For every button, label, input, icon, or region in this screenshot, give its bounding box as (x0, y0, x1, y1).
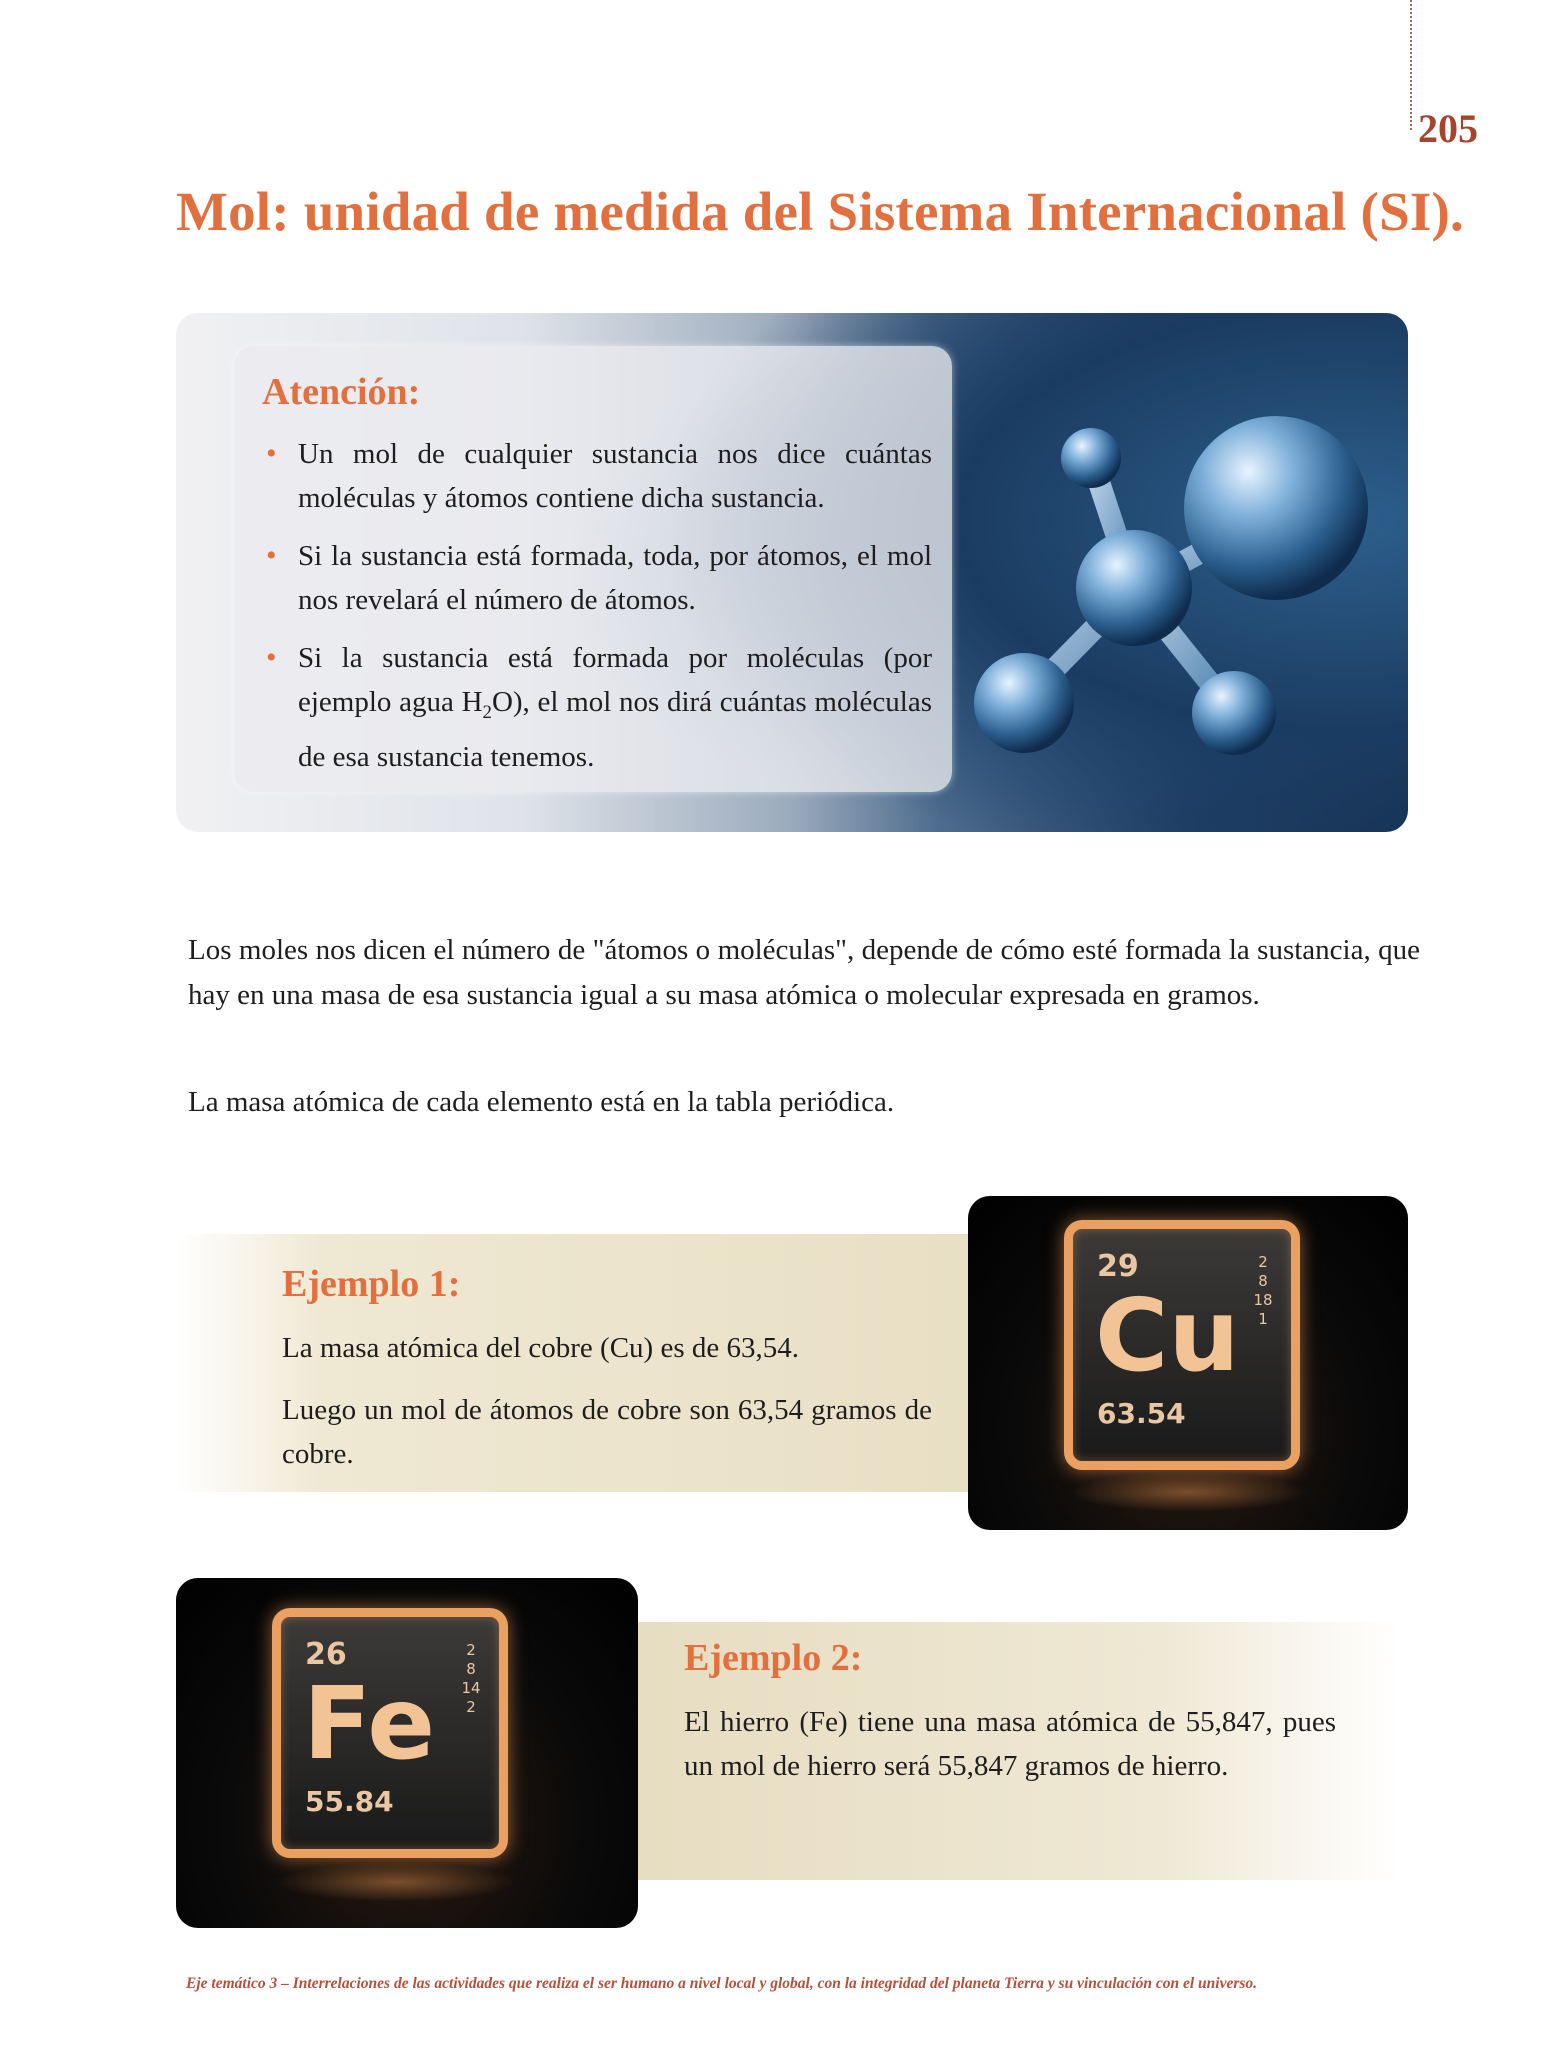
atomic-mass: 55.84 (305, 1785, 394, 1818)
bullet-text: Si la sustancia está formada por moléculas (por ejemplo agua $H_2O$), el mol nos dirá cuántas moléculas de esa sustancia tenemos. (298, 642, 933, 773)
atomic-number: 26 (305, 1637, 347, 1672)
copper-element-card (968, 1196, 1408, 1530)
attention-bullet-list (262, 432, 932, 793)
body-paragraph: Los moles nos dicen el número de "átomos o moléculas", depende de cómo esté formada la sustancia, que hay en una masa de esa sustancia igual a su masa atómica o molecular expresada en gramos. (188, 934, 1420, 1011)
iron-element-tile (272, 1608, 508, 1858)
example-1-band (176, 1234, 996, 1492)
example-2-text: El hierro (Fe) tiene una masa atómica de 55,847, pues un mol de hierro será 55,847 gramos de hierro. (684, 1706, 1336, 1782)
page-number: 205 (1418, 106, 1478, 151)
body-paragraph: La masa atómica de cada elemento está en la tabla periódica. (188, 1086, 895, 1118)
attention-bullet (262, 636, 932, 779)
bullet-icon: • (266, 641, 277, 674)
bullet-icon: • (266, 437, 277, 470)
bullet-text: Un mol de cualquier sustancia nos dice cuántas moléculas y átomos contiene dicha sustancia. (298, 438, 932, 514)
tile-glow (1068, 1472, 1308, 1512)
atomic-number: 29 (1097, 1249, 1139, 1284)
example-1-text: Luego un mol de átomos de cobre son 63,54 gramos de cobre. (282, 1394, 932, 1470)
attention-bullet (262, 432, 932, 520)
attention-panel (234, 346, 952, 792)
page-margin-rule (1410, 0, 1412, 130)
example-1-text: La masa atómica del cobre (Cu) es de 63,54. (282, 1332, 799, 1364)
subscript: 2 (482, 701, 492, 723)
electron-shells: 2 8 18 1 (1253, 1253, 1273, 1328)
element-symbol: Fe (303, 1665, 436, 1782)
molecule-illustration (956, 373, 1406, 803)
attention-bullet (262, 534, 932, 622)
example-2-band (600, 1622, 1400, 1880)
tile-glow (276, 1862, 516, 1902)
element-symbol: Cu (1095, 1277, 1240, 1394)
attention-heading: Atención: (262, 371, 421, 413)
iron-element-card (176, 1578, 638, 1928)
footer-caption: Eje temático 3 – Interrelaciones de las actividades que realiza el ser humano a nivel local y global, con la integridad del planeta Tierra y su vinculación con el universo. (186, 1975, 1258, 1992)
example-2-heading: Ejemplo 2: (684, 1637, 863, 1679)
example-1-heading: Ejemplo 1: (282, 1263, 461, 1305)
bullet-text: Si la sustancia está formada, toda, por átomos, el mol nos revelará el número de átomos. (298, 540, 932, 616)
copper-element-tile (1064, 1220, 1300, 1470)
page-title: Mol: unidad de medida del Sistema Internacional (SI). (176, 181, 1464, 242)
attention-banner (176, 313, 1408, 832)
bullet-icon: • (266, 539, 277, 572)
atomic-mass: 63.54 (1097, 1397, 1186, 1430)
electron-shells: 2 8 14 2 (461, 1641, 481, 1716)
